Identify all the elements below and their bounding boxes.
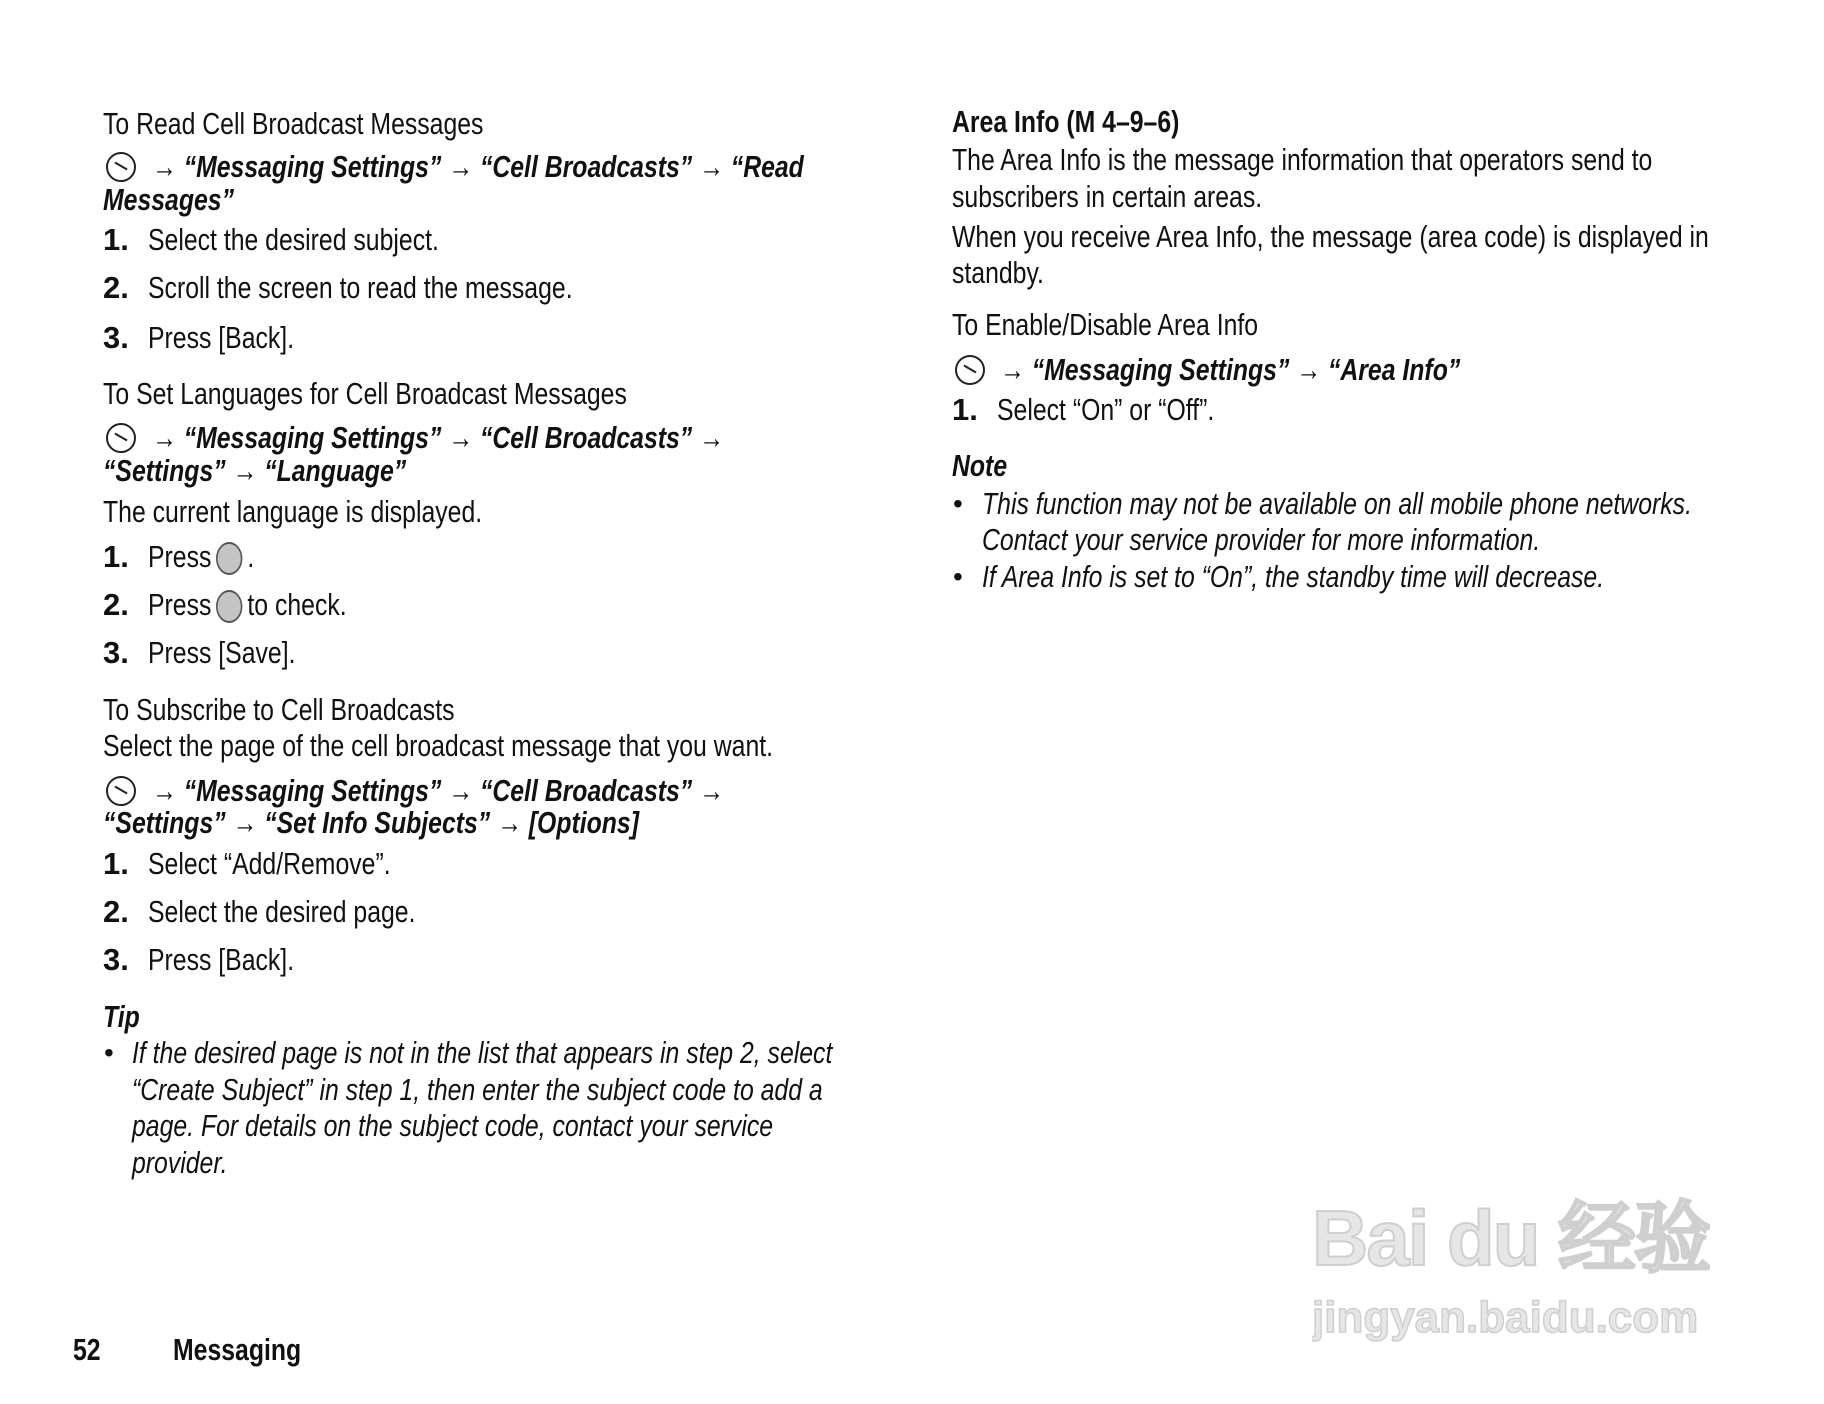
step-number: 1. <box>103 539 129 574</box>
nav-path: → “Messaging Settings” → “Cell Broadcasts” → “Read <box>152 149 804 184</box>
paragraph: subscribers in certain areas. <box>952 179 1263 214</box>
step-text <box>148 539 254 575</box>
step-text: Press [Back]. <box>148 320 295 355</box>
nav-path: Messages” <box>103 182 234 217</box>
paragraph: When you receive Area Info, the message (area code) is displayed in <box>952 219 1709 254</box>
step-text: Select the desired page. <box>148 894 416 929</box>
step-text-b: . <box>247 539 255 574</box>
nav-path: → “Messaging Settings” → “Cell Broadcasts” → <box>152 420 724 455</box>
section-heading-enable: To Enable/Disable Area Info <box>952 307 1259 342</box>
step-text: Press [Back]. <box>148 942 295 977</box>
tip-text: page. For details on the subject code, contact your service <box>132 1108 774 1143</box>
step-text: Select “On” or “Off”. <box>997 392 1215 427</box>
tip-text: “Create Subject” in step 1, then enter the subject code to add a <box>132 1072 823 1107</box>
note-text: If Area Info is set to “On”, the standby time will decrease. <box>982 559 1605 594</box>
menu-key-icon <box>106 776 136 806</box>
tip-title: Tip <box>103 999 140 1034</box>
section-heading-read: To Read Cell Broadcast Messages <box>103 106 484 141</box>
footer-section: Messaging <box>173 1332 302 1367</box>
step-text <box>148 587 347 623</box>
step-number: 2. <box>103 587 129 622</box>
note-title: Note <box>952 448 1008 483</box>
bullet: • <box>953 561 963 592</box>
bullet: • <box>104 1037 114 1068</box>
center-key-icon <box>216 590 242 623</box>
center-key-icon <box>216 542 242 575</box>
watermark-url: jingyan.baidu.com <box>1312 1294 1699 1342</box>
tip-text: If the desired page is not in the list that appears in step 2, select <box>132 1035 833 1070</box>
step-number: 2. <box>103 270 129 305</box>
watermark-logo: Bai du 经验 <box>1312 1196 1711 1280</box>
nav-path: “Settings” → “Language” <box>103 453 407 488</box>
menu-key-icon <box>106 423 136 453</box>
step-text-b: to check. <box>247 587 347 622</box>
page-number: 52 <box>73 1332 101 1367</box>
step-text: Select the desired subject. <box>148 222 439 257</box>
step-text: Scroll the screen to read the message. <box>148 270 573 305</box>
section-heading-language: To Set Languages for Cell Broadcast Messages <box>103 376 627 411</box>
paragraph: The Area Info is the message information that operators send to <box>952 142 1653 177</box>
paragraph: standby. <box>952 255 1044 290</box>
section-title-area-info: Area Info (M 4–9–6) <box>952 104 1180 139</box>
note-text: Contact your service provider for more information. <box>982 522 1541 557</box>
note-text: This function may not be available on all mobile phone networks. <box>982 486 1692 521</box>
step-text: Press [Save]. <box>148 635 296 670</box>
step-number: 1. <box>103 222 129 257</box>
menu-key-icon <box>106 152 136 182</box>
nav-path: “Settings” → “Set Info Subjects” → [Options] <box>103 805 639 840</box>
step-number: 1. <box>952 392 978 427</box>
step-text-a: Press <box>148 539 212 574</box>
nav-path: → “Messaging Settings” → “Cell Broadcasts” → <box>152 773 724 808</box>
section-heading-subscribe: To Subscribe to Cell Broadcasts <box>103 692 455 727</box>
step-number: 3. <box>103 320 129 355</box>
description: The current language is displayed. <box>103 494 483 529</box>
step-number: 3. <box>103 635 129 670</box>
tip-text: provider. <box>132 1145 228 1180</box>
bullet: • <box>953 488 963 519</box>
step-number: 3. <box>103 942 129 977</box>
description: Select the page of the cell broadcast message that you want. <box>103 728 774 763</box>
step-text-a: Press <box>148 587 212 622</box>
step-text: Select “Add/Remove”. <box>148 846 391 881</box>
step-number: 1. <box>103 846 129 881</box>
step-number: 2. <box>103 894 129 929</box>
menu-key-icon <box>955 355 985 385</box>
nav-path: → “Messaging Settings” → “Area Info” <box>1000 352 1461 387</box>
